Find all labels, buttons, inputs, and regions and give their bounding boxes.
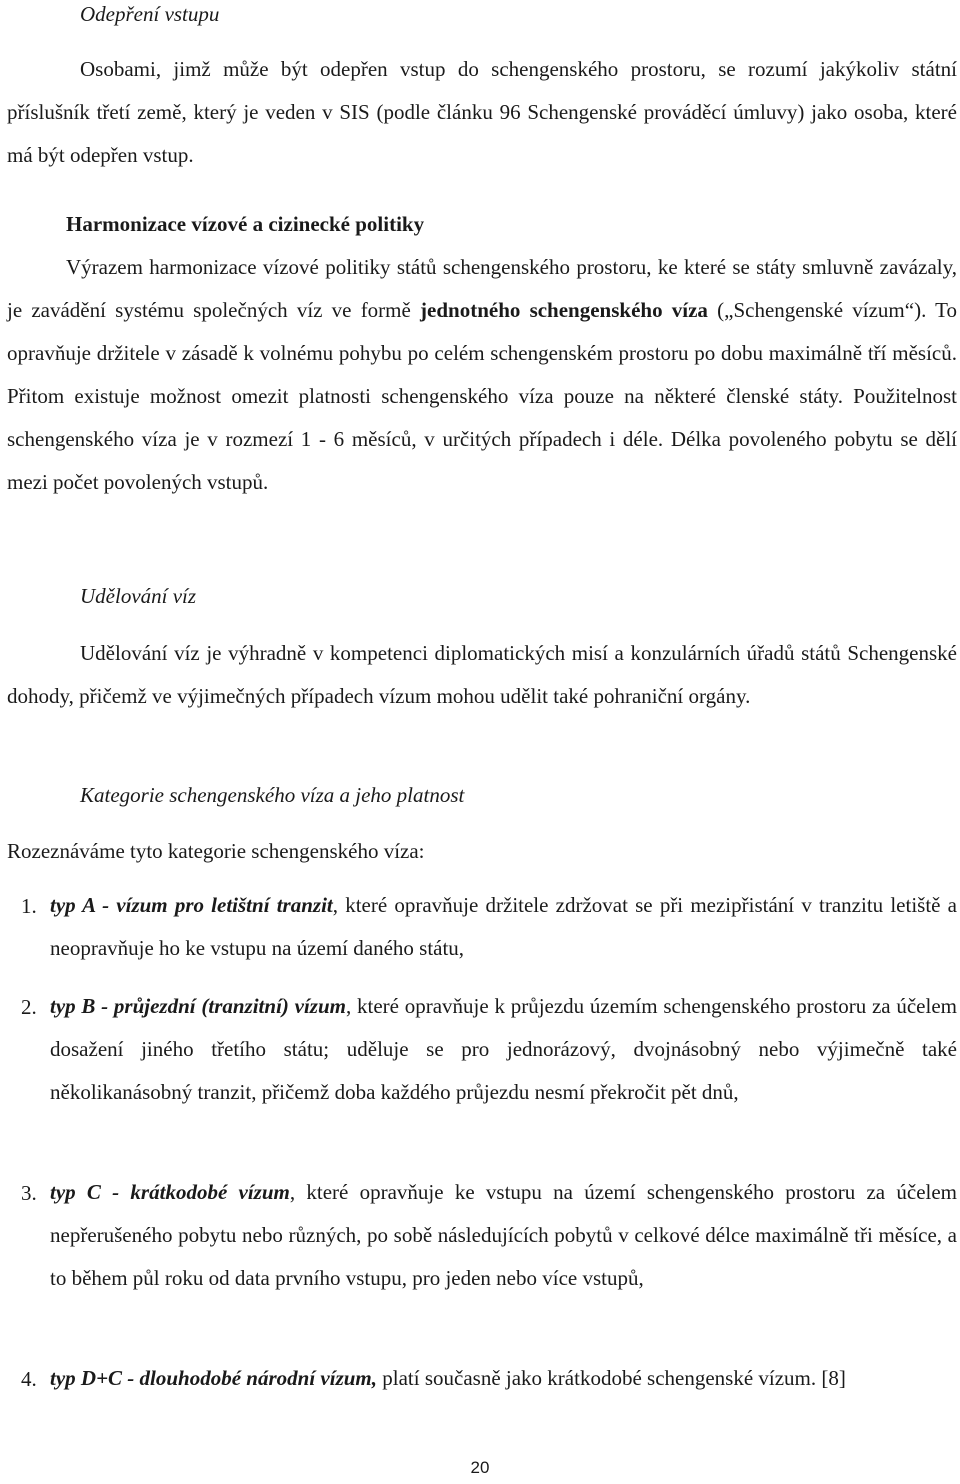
visa-type-desc: , které opravňuje držitele zdržovat se při mezipřistání v tranzitu letiště a neopravňuje ho ke vstupu na území daného státu, [50,893,958,960]
visa-type-term: typ B - průjezdní (tranzitní) vízum [50,994,346,1018]
list-body [50,884,957,970]
visa-type-term: typ A - vízum pro letištní tranzit [50,893,333,917]
section-heading-odepreni: Odepření vstupu [80,2,220,26]
harmonizace-text-b: („Schengenské vízum“). To opravňuje držitele v zásadě k volnému pohybu po celém schengenském prostoru po dobu maximálně tří měsíců. Přitom existuje možnost omezit platnosti schengenského víza pouze na některé členské státy. Použitelnost schengenského víza je v rozmezí 1 - 6 měsíců, v určitých případech i déle. Délka povoleného pobytu se dělí mezi počet povolených vstupů. [7,298,957,494]
list-body [50,985,957,1114]
paragraph-harmonizace [7,246,957,504]
visa-type-desc: platí současně jako krátkodobé schengenské vízum. [8] [377,1366,846,1390]
section-heading-kategorie: Kategorie schengenského víza a jeho platnost [80,783,465,807]
list-number: 2. [21,995,37,1019]
harmonizace-bold-term: jednotného schengenského víza [420,298,708,322]
list-number: 4. [21,1367,37,1391]
list-body [50,1357,957,1400]
list-body [50,1171,957,1300]
page-number: 20 [470,1458,490,1477]
visa-type-term: typ D+C - dlouhodobé národní vízum, [50,1366,378,1390]
section-heading-harmonizace: Harmonizace vízové a cizinecké politiky [66,212,425,236]
visa-type-desc: , které opravňuje ke vstupu na území schengenského prostoru za účelem nepřerušeného pobytu nebo různých, po sobě následujících pobytů v celkové délce maximálně tři měsíce, a to během půl roku od data prvního vstupu, pro jeden nebo více vstupů, [50,1180,958,1290]
list-number: 1. [21,894,37,918]
harmonizace-text-a: Výrazem harmonizace vízové politiky států schengenského prostoru, ke které se státy smluvně zavázaly, je zavádění systému společných víz ve formě [7,255,957,322]
list-number: 3. [21,1181,37,1205]
paragraph-odepreni: Osobami, jimž může být odepřen vstup do schengenského prostoru, se rozumí jakýkoliv státní příslušník třetí země, který je veden v SIS (podle článku 96 Schengenské prováděcí úmluvy) jako osoba, které má být odepřen vstup. [7,57,957,167]
visa-type-desc: , které opravňuje k průjezdu územím schengenského prostoru za účelem dosažení jiného třetího státu; uděluje se pro jednorázový, dvojnásobný nebo výjimečně také několikanásobný tranzit, přičemž doba každého průjezdu nesmí překročit pět dnů, [50,994,957,1104]
section-heading-udelovani: Udělování víz [80,584,197,608]
visa-type-term: typ C - krátkodobé vízum [50,1180,290,1204]
kategorie-intro: Rozeznáváme tyto kategorie schengenského víza: [7,839,425,863]
paragraph-udelovani: Udělování víz je výhradně v kompetenci diplomatických misí a konzulárních úřadů států Schengenské dohody, přičemž ve výjimečných případech vízum mohou udělit také pohraniční orgány. [7,641,957,708]
